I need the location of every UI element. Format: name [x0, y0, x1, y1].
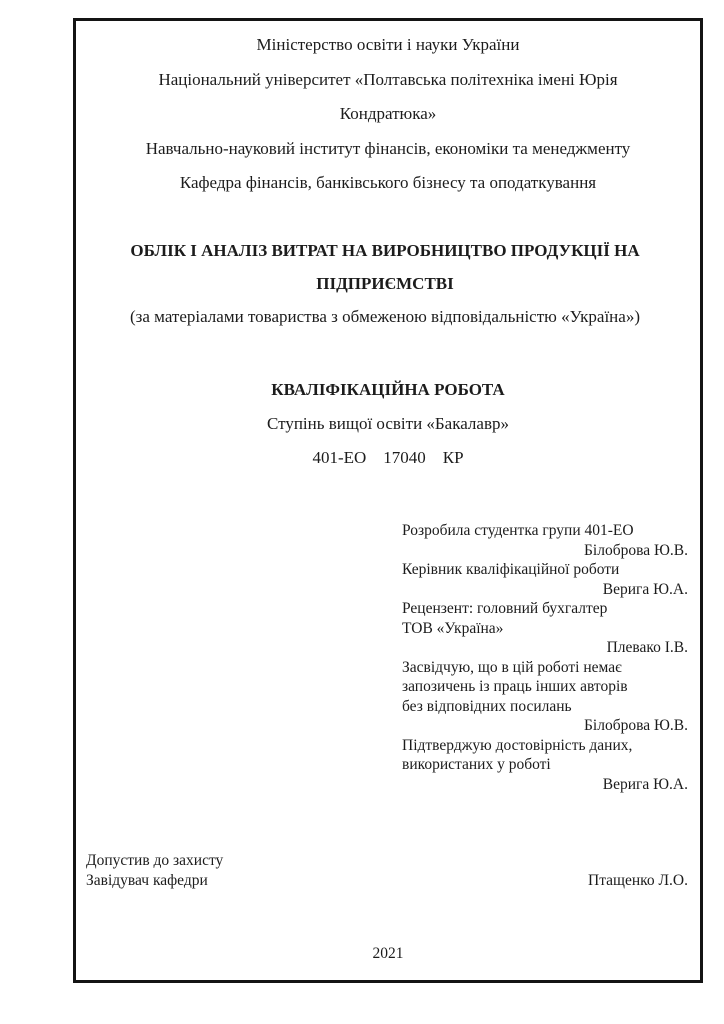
- qualification-heading: КВАЛІФІКАЦІЙНА РОБОТА: [271, 380, 505, 399]
- signature-line: ТОВ «Україна»: [402, 619, 504, 637]
- signatures-block: [402, 521, 688, 794]
- signature-name: Верига Ю.А.: [602, 775, 688, 793]
- approval-line-1: Допустив до захисту: [86, 852, 224, 869]
- signature-line: без відповідних посилань: [402, 697, 572, 715]
- thesis-title-line-1: ОБЛІК І АНАЛІЗ ВИТРАТ НА ВИРОБНИЦТВО ПРОДУКЦІЇ НА: [130, 241, 640, 260]
- department-head-name: Птащенко Л.О.: [588, 871, 688, 889]
- signature-line: Засвідчую, що в цій роботі немає: [402, 658, 622, 676]
- signature-name: Плевако І.В.: [606, 639, 688, 656]
- signature-line: використаних у роботі: [402, 756, 551, 773]
- qualification-block: [76, 373, 700, 475]
- signature-line: запозичень із праць інших авторів: [402, 678, 628, 695]
- university-line-2: Кондратюка»: [339, 104, 437, 123]
- signature-line: Підтверджую достовірність даних,: [402, 736, 633, 754]
- signature-line: Рецензент: головний бухгалтер: [402, 600, 608, 617]
- institution-header: [76, 28, 700, 201]
- signature-line: Розробила студентка групи 401-ЕО: [402, 522, 634, 539]
- approval-block: [86, 851, 688, 890]
- thesis-title-block: [82, 234, 688, 333]
- signature-name: Білоброва Ю.В.: [584, 541, 688, 559]
- department-head-label: Завідувач кафедри: [86, 871, 208, 889]
- institute-line: Навчально-науковий інститут фінансів, економіки та менеджменту: [145, 138, 631, 158]
- year-line: 2021: [372, 945, 404, 962]
- thesis-subtitle: (за матеріалами товариства з обмеженою відповідальністю «Україна»): [130, 307, 640, 326]
- degree-line: Ступінь вищої освіти «Бакалавр»: [267, 414, 509, 433]
- university-line-1: Національний університет «Полтавська політехніка імені Юрія: [158, 69, 618, 89]
- approval-line-2: [86, 871, 688, 891]
- thesis-title-line-2: ПІДПРИЄМСТВІ: [316, 274, 454, 293]
- page-border-frame: [73, 18, 703, 983]
- signature-name: Верига Ю.А.: [602, 580, 688, 598]
- signature-line: Керівник кваліфікаційної роботи: [402, 561, 620, 578]
- signature-name: Білоброва Ю.В.: [584, 717, 688, 734]
- ministry-line: Міністерство освіти і науки України: [256, 35, 520, 54]
- work-code-line: 401-ЕО 17040 КР: [312, 448, 464, 467]
- department-line: Кафедра фінансів, банківського бізнесу та оподаткування: [179, 173, 597, 192]
